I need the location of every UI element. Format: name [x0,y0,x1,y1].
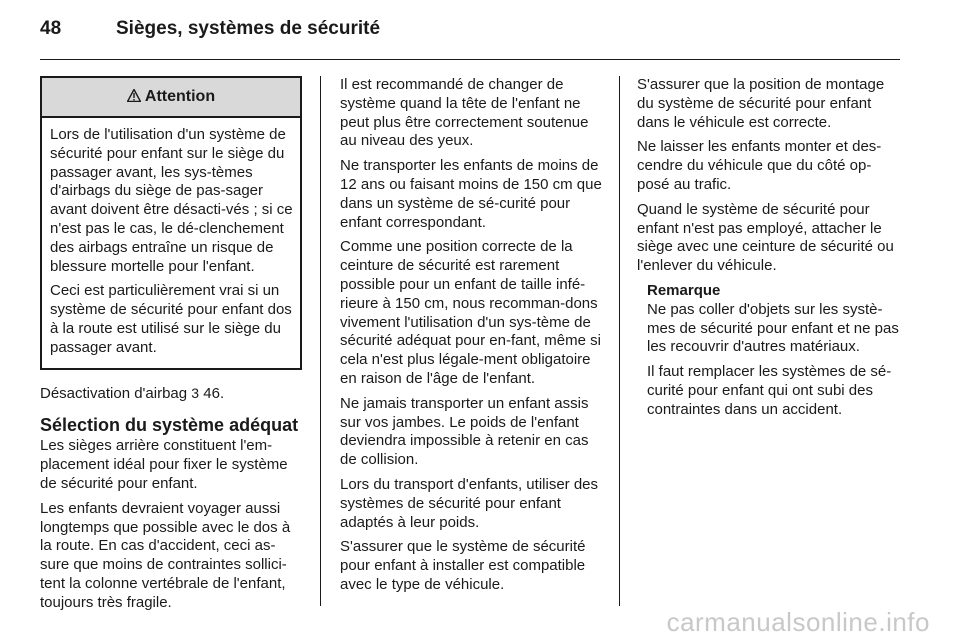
deactivation-page[interactable]: 46. [203,384,225,402]
page-number: 48 [40,18,62,39]
subheading: Sélection du système adéquat [40,415,299,436]
body-paragraph: S'assurer que la position de montage du système de sécurité pour enfant dans le véhicule est correcte. [637,76,885,131]
body-paragraph: Comme une position correcte de la ceinture de sécurité est rarement possible pour un enfant de taille infé-rieure à 150 cm, nous recomman-dons vivement l'utilisation d'un sys-tème de sécurité adéquat pour en-fant, même si cela n'est plus légale-ment obligatoire en raison de l'âge de l'enfant. [340,238,601,387]
body-paragraph: Les enfants devraient voyager aussi longtemps que possible avec le dos à la route. En cas d'accident, ceci as-sure que moins de contraintes sollici-tent la colonne vertébrale de l'enfant, toujours très fragile. [40,499,291,611]
section-title: Sièges, systèmes de sécurité [116,18,381,39]
body-paragraph: Lors du transport d'enfants, utiliser des systèmes de sécurité pour enfant adaptés à leur poids. [340,475,599,531]
column-divider-2 [619,76,620,606]
column-divider-1 [320,76,321,606]
warning-title: Attention [144,87,216,105]
note-paragraph: Ne pas coller d'objets sur les systè-mes de sécurité pour enfant et ne pas les recouvrir d'autres matériaux. [647,300,899,356]
warning-header [42,78,300,118]
note-block [637,282,899,420]
body-paragraph: S'assurer que le système de sécurité pour enfant à installer est compatible avec le type de véhicule. [340,538,586,593]
body-paragraph: Ne laisser les enfants monter et des-cendre du véhicule que du côté op-posé au trafic. [637,138,882,193]
body-paragraph: Les sièges arrière constituent l'em-placement idéal pour fixer le système de sécurité pour enfant. [40,437,288,492]
note-title: Remarque [647,281,721,299]
body-paragraph: Ne transporter les enfants de moins de 12 ans ou faisant moins de 150 cm que dans un système de sé-curité pour enfant correspondant. [340,157,602,231]
column-1 [40,76,302,619]
column-2 [340,76,602,601]
deactivation-text: Désactivation d'airbag [40,384,188,402]
page-header [40,18,380,48]
warning-body [42,118,300,368]
page-ref-arrow-icon: 3 [191,384,200,401]
body-paragraph: Ne jamais transporter un enfant assis sur vos jambes. Le poids de l'enfant deviendra impossible à retenir en cas de collision. [340,394,589,469]
warning-paragraph: Ceci est particulièrement vrai si un système de sécurité pour enfant dos à la route est utilisé sur le siège du passager avant. [50,282,292,356]
body-paragraph: Il est recommandé de changer de système quand la tête de l'enfant ne peut plus être correctement soutenue au niveau des yeux. [340,76,589,150]
body-paragraph: Quand le système de sécurité pour enfant n'est pas employé, attacher le siège avec une ceinture de sécurité ou l'enlever du véhicule. [637,200,894,275]
warning-paragraph: Lors de l'utilisation d'un système de sécurité pour enfant sur le siège du passager avant, les sys-tèmes d'airbags du siège de pas-sager avant doivent être désacti-vés ; si ce n'est pas le cas, le dé-clenchement des airbags entraîne un risque de blessure mortelle pour l'enfant. [50,126,293,275]
deactivation-reference [40,384,302,404]
warning-box [40,76,302,370]
warning-triangle-icon [127,88,141,107]
column-3 [637,76,899,426]
note-paragraph: Il faut remplacer les systèmes de sé-curité pour enfant qui ont subi des contraintes dans un accident. [647,363,892,418]
watermark-text: carmanualsonline.info [666,607,930,637]
header-rule [40,59,900,60]
